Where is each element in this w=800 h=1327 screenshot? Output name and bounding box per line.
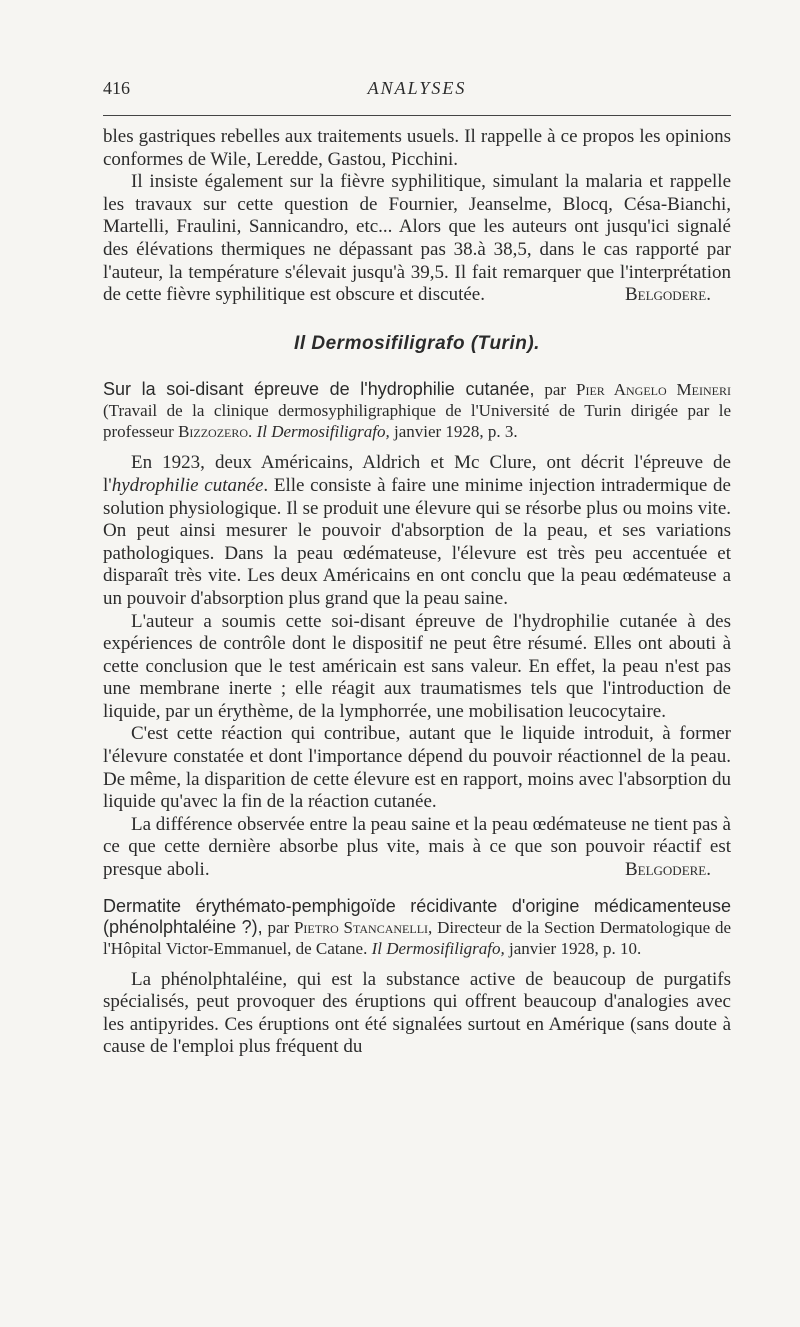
article-director: Bizzozero. [178, 422, 253, 442]
article-journal: Il Dermosifiligrafo, [256, 422, 390, 442]
article-title: Dermatite érythémato-pemphigoïde récidivante d'origine médicamenteuse (phénolphtaléine ?), [103, 895, 731, 937]
page-header [103, 78, 731, 104]
paragraph-text: . Elle consiste à faire une minime injection intradermique de solution physiologique. Il se produit une élevure qui se résorbe plus ou moins vite. On peut ainsi mesurer le pouvoir d'absorption de la peau, et ses variations pathologiques. Dans la peau œdémateuse, l'élevure est très peu accentuée et disparaît très vite. Les deux Américains en ont conclu que la peau œdémateuse a un pouvoir d'absorption plus grand que la peau saine. [103, 474, 731, 609]
page-body [103, 126, 731, 1059]
paragraph: C'est cette réaction qui contribue, autant que le liquide introduit, à former l'élevure constatée et dont l'importance dépend du pouvoir réactionnel de la peau. De même, la disparition de cette élevure est en rapport, moins avec l'absorption du liquide qu'avec la fin de la réaction cutanée. [103, 723, 731, 813]
article-author: Pier Angelo Meineri [576, 380, 731, 400]
article-by: par [267, 917, 290, 937]
paragraph [103, 452, 731, 610]
article-heading [103, 379, 731, 442]
paragraph-text: En 1923, deux Américains, Aldrich et Mc Clure, ont décrit l'épreuve de l' [103, 452, 731, 496]
paragraph [103, 171, 731, 307]
section-title: Il Dermosifiligrafo (Turin). [294, 332, 540, 354]
header-rule [103, 115, 731, 116]
paragraph-text: La différence observée entre la peau saine et la peau œdémateuse ne tient pas à ce que cette dernière absorbe plus vite, mais à ce que son pouvoir réactif est presque aboli. [103, 813, 731, 881]
signature: Belgodere. [624, 284, 711, 306]
article-author: Pietro Stancanelli, [293, 917, 433, 937]
article-date: janvier 1928, p. 3. [393, 422, 518, 442]
signature: Belgodere. [624, 859, 711, 881]
paragraph: La phénolphtaléine, qui est la substance active de beaucoup de purgatifs spécialisés, peut provoquer des éruptions qui offrent beaucoup d'analogies avec les antipyrides. Ces éruptions ont été signalées surtout en Amérique (sans doute à cause de l'emploi plus fréquent du [103, 968, 731, 1058]
article-by: par [544, 380, 567, 400]
paragraph [103, 814, 731, 882]
article-heading [103, 896, 731, 959]
paragraph-continued: bles gastriques rebelles aux traitements usuels. Il rappelle à ce propos les opinions conformes de Wile, Leredde, Gastou, Picchini. [103, 126, 731, 170]
page-number: 416 [103, 78, 130, 98]
article-title: Sur la soi-disant épreuve de l'hydrophilie cutanée, [103, 379, 535, 400]
article-date: janvier 1928, p. 10. [509, 938, 642, 958]
article-journal: Il Dermosifiligrafo, [371, 938, 505, 958]
emphasis-text: hydrophilie cutanée [111, 474, 264, 496]
paragraph: L'auteur a soumis cette soi-disant épreuve de l'hydrophilie cutanée à des expériences de contrôle dont le dispositif ne peut être résumé. Elles ont abouti à cette conclusion que le test américain est sans valeur. En effet, la peau n'est pas une membrane inerte ; elle réagit aux traumatismes tels que l'introduction de liquide, par un érythème, de la lymphorrée, une mobilisation leucocytaire. [103, 610, 731, 722]
running-head: ANALYSES [367, 78, 467, 98]
article-affiliation: Directeur de la Section Dermatologique de l'Hôpital Victor-Emmanuel, de Catane. [103, 917, 732, 958]
article-affiliation: (Travail de la clinique dermosyphiligraphique de l'Université de Turin dirigée par le professeur [103, 401, 731, 442]
paragraph-text: Il insiste également sur la fièvre syphilitique, simulant la malaria et rappelle les travaux sur cette question de Fournier, Jeanselme, Blocq, Césa-Bianchi, Martelli, Fraulini, Sannicandro, etc... Alors que les auteurs ont jusqu'ici signalé des élévations thermiques ne dépassant pas 38.à 38,5, dans le cas rapporté par l'auteur, la température s'élevait jusqu'à 39,5. Il fait remarquer que l'interprétation de cette fièvre syphilitique est obscure et discutée. [103, 171, 731, 306]
